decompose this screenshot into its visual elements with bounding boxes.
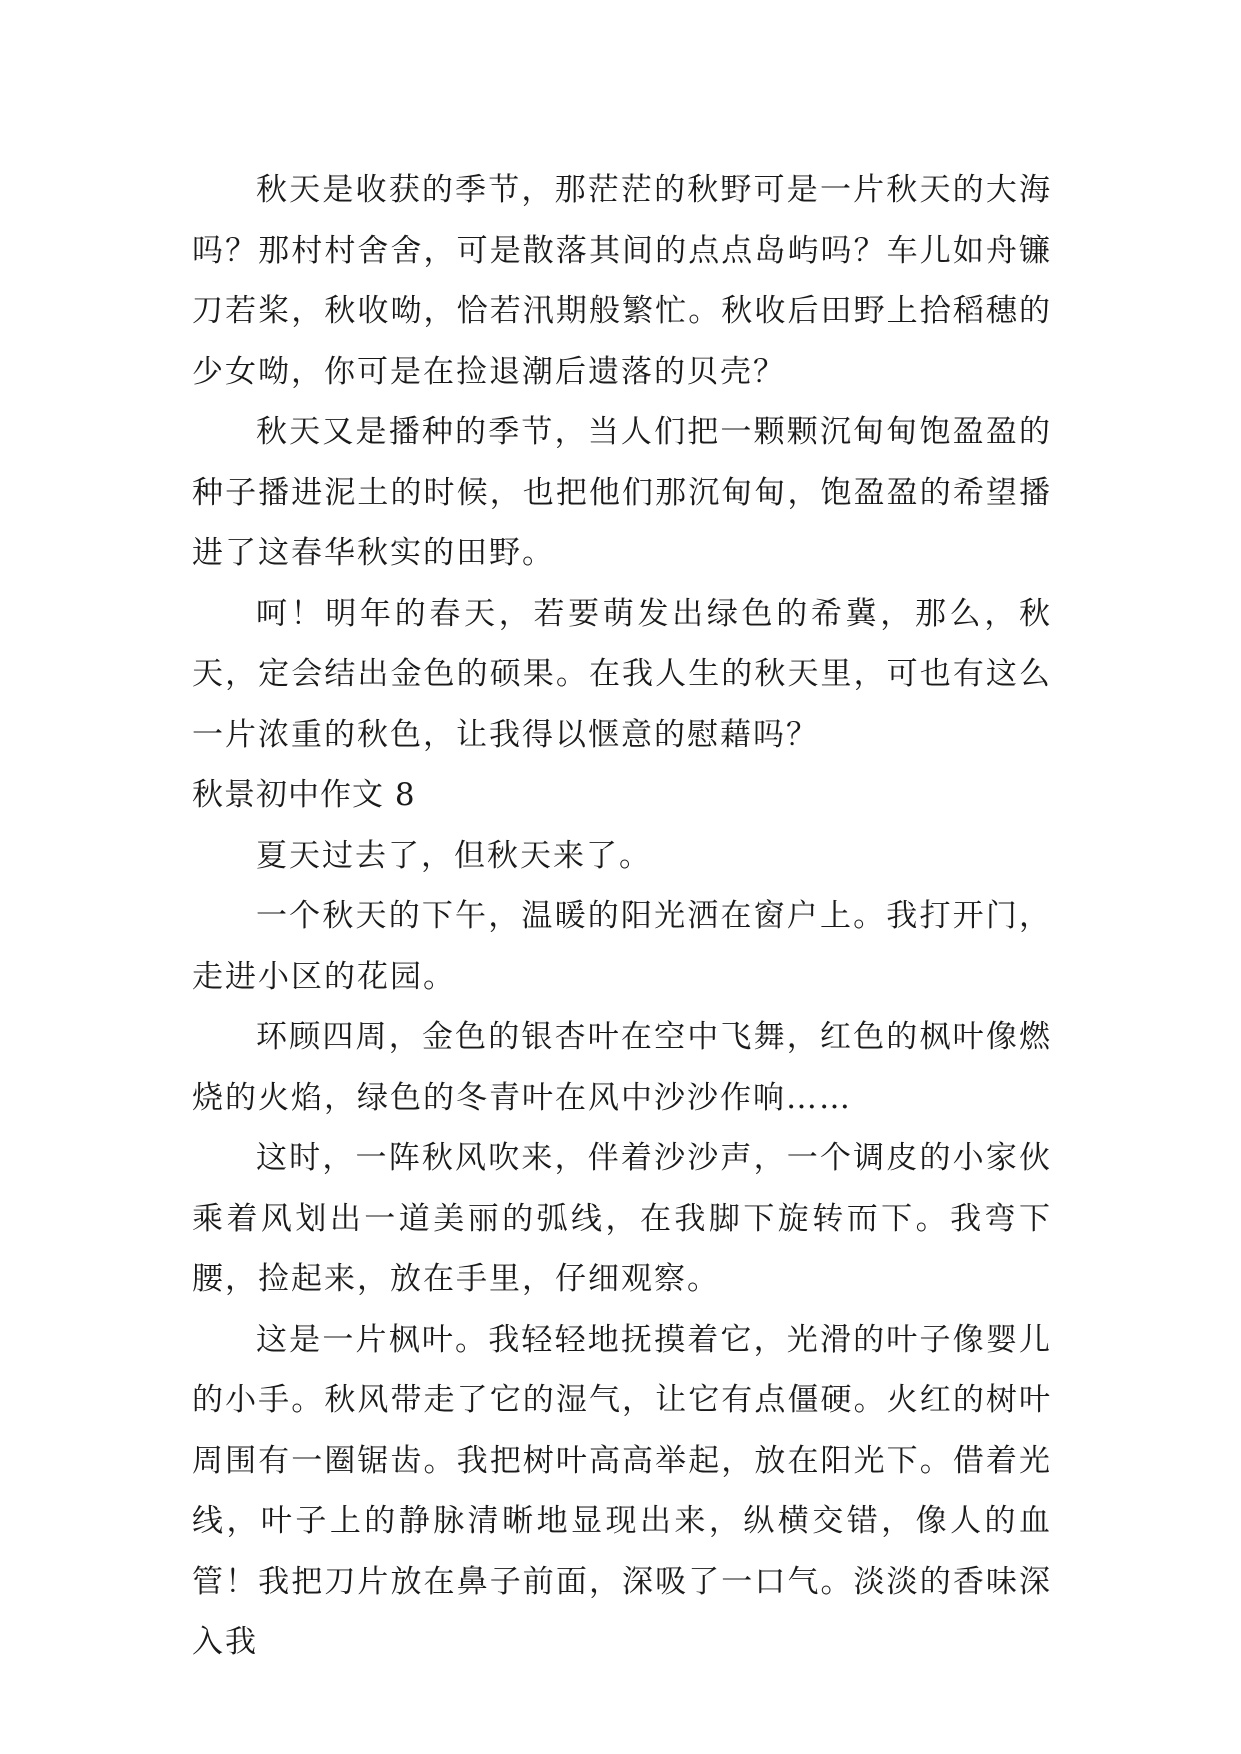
paragraph: 夏天过去了，但秋天来了。	[256, 837, 652, 874]
paragraph: 一个秋天的下午，温暖的阳光洒在窗户上。我打开门，走进小区的花园。	[192, 898, 1052, 995]
paragraph: 秋天是收获的季节，那茫茫的秋野可是一片秋天的大海吗？那村村舍舍，可是散落其间的点点岛屿吗？车儿如舟镰刀若桨，秋收呦，恰若汛期般繁忙。秋收后田野上拾稻穗的少女呦，你可是在捡退潮后遗落的贝壳？	[192, 172, 1052, 390]
paragraph: 这时，一阵秋风吹来，伴着沙沙声，一个调皮的小家伙乘着风划出一道美丽的弧线，在我脚下旋转而下。我弯下腰，捡起来，放在手里，仔细观察。	[192, 1140, 1052, 1297]
paragraph: 呵！明年的春天，若要萌发出绿色的希冀，那么，秋天，定会结出金色的硕果。在我人生的秋天里，可也有这么一片浓重的秋色，让我得以惬意的慰藉吗？	[192, 595, 1052, 753]
paragraph: 环顾四周，金色的银杏叶在空中飞舞，红色的枫叶像燃烧的火焰，绿色的冬青叶在风中沙沙作响……	[192, 1019, 1052, 1116]
section-heading: 秋景初中作文 8	[192, 777, 416, 813]
document-body	[192, 160, 1052, 1673]
paragraph: 这是一片枫叶。我轻轻地抚摸着它，光滑的叶子像婴儿的小手。秋风带走了它的湿气，让它有点僵硬。火红的树叶周围有一圈锯齿。我把树叶高高举起，放在阳光下。借着光线，叶子上的静脉清晰地显现出来，纵横交错，像人的血管！我把刀片放在鼻子前面，深吸了一口气。淡淡的香味深入我	[192, 1321, 1052, 1660]
paragraph: 秋天又是播种的季节，当人们把一颗颗沉甸甸饱盈盈的种子播进泥土的时候，也把他们那沉甸甸，饱盈盈的希望播进了这春华秋实的田野。	[192, 414, 1052, 571]
